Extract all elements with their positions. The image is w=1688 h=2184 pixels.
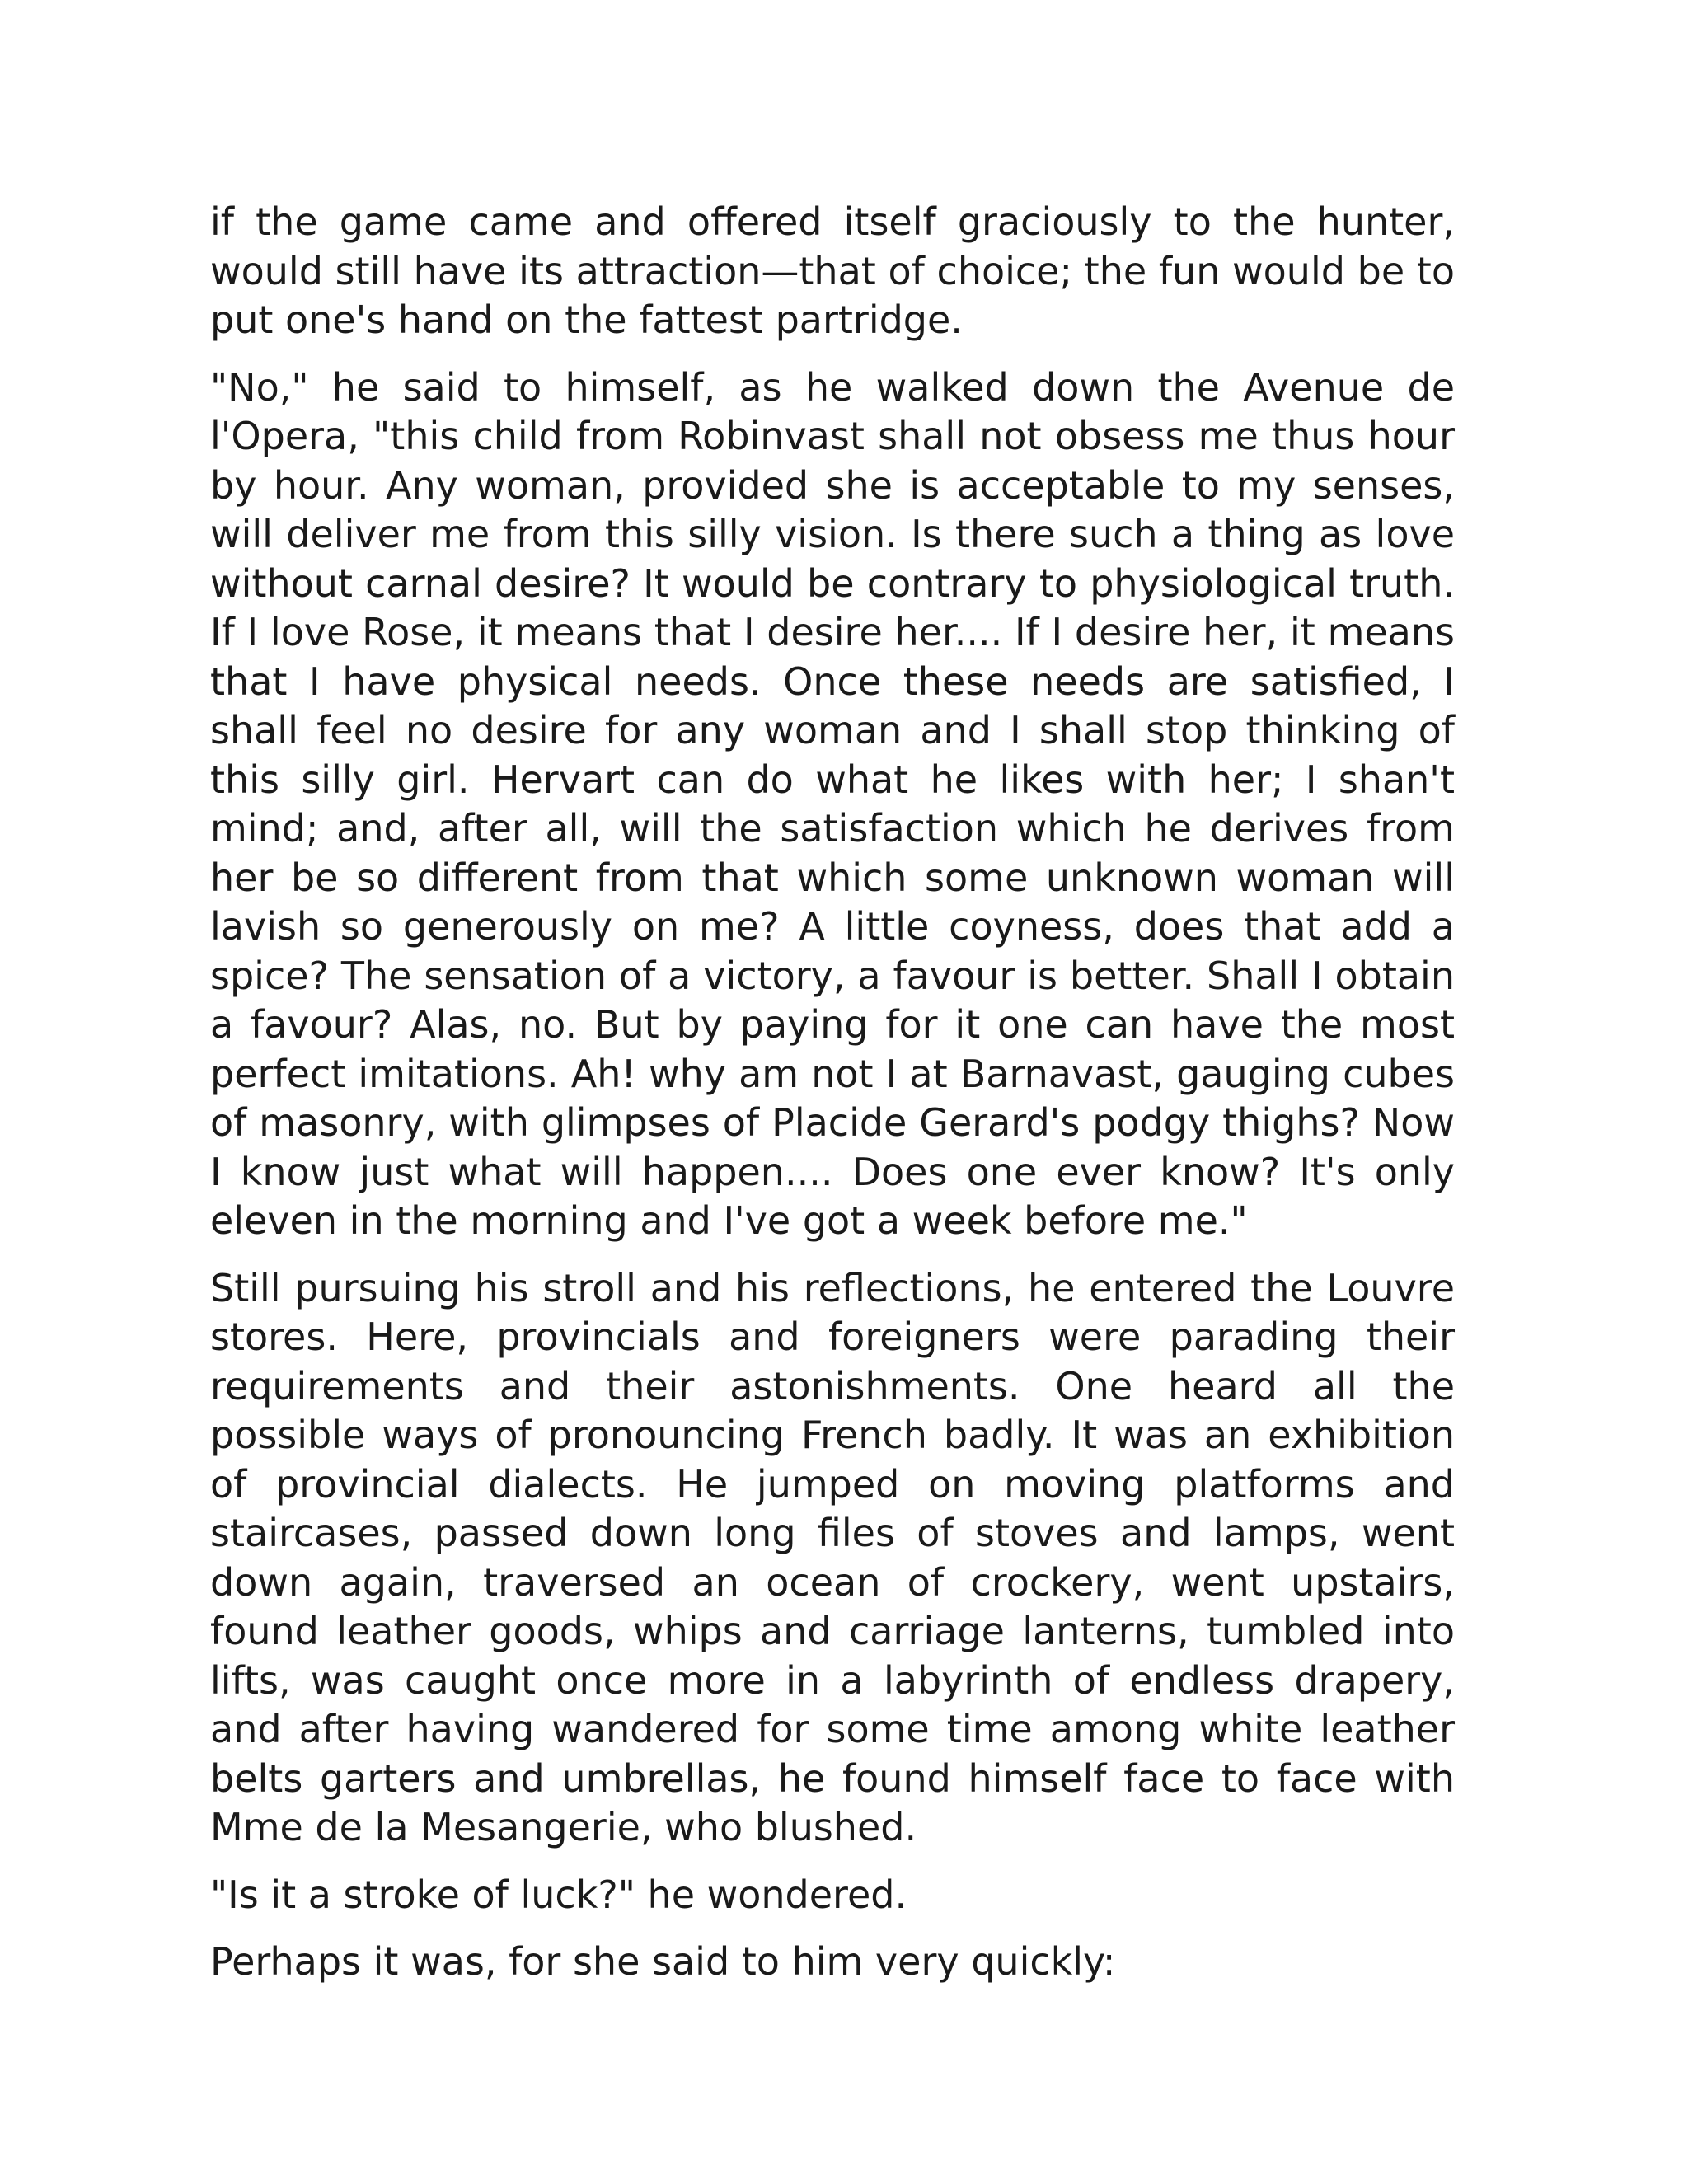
- page-body: [210, 198, 1455, 1987]
- paragraph-5: Perhaps it was, for she said to him very quickly:: [210, 1939, 1116, 1984]
- paragraph-1: if the game came and offered itself graciously to the hunter, would still have its attraction—that of choice; the fun would be to put one's hand on the fattest partridge.: [210, 199, 1455, 342]
- paragraph-3: Still pursuing his stroll and his reflections, he entered the Louvre stores. Here, provincials and foreigners were parading their requirements and their astonishments. One heard all the possible ways of pronouncing French badly. It was an exhibition of provincial dialects. He jumped on moving platforms and staircases, passed down long files of stoves and lamps, went down again, traversed an ocean of crockery, went upstairs, found leather goods, whips and carriage lanterns, tumbled into lifts, was caught once more in a labyrinth of endless drapery, and after having wandered for some time among white leather belts garters and umbrellas, he found himself face to face with Mme de la Mesangerie, who blushed.: [210, 1265, 1455, 1849]
- paragraph-2: "No," he said to himself, as he walked down the Avenue de l'Opera, "this child from Robinvast shall not obsess me thus hour by hour. Any woman, provided she is acceptable to my senses, will deliver me from this silly vision. Is there such a thing as love without carnal desire? It would be contrary to physiological truth. If I love Rose, it means that I desire her.... If I desire her, it means that I have physical needs. Once these needs are satisfied, I shall feel no desire for any woman and I shall stop thinking of this silly girl. Hervart can do what he likes with her; I shan't mind; and, after all, will the satisfaction which he derives from her be so different from that which some unknown woman will lavish so generously on me? A little coyness, does that add a spice? The sensation of a victory, a favour is better. Shall I obtain a favour? Alas, no. But by paying for it one can have the most perfect imitations. Ah! why am not I at Barnavast, gauging cubes of masonry, with glimpses of Placide Gerard's podgy thighs? Now I know just what will happen.... Does one ever know? It's only eleven in the morning and I've got a week before me.": [210, 364, 1455, 1243]
- paragraph-4: "Is it a stroke of luck?" he wondered.: [210, 1872, 907, 1917]
